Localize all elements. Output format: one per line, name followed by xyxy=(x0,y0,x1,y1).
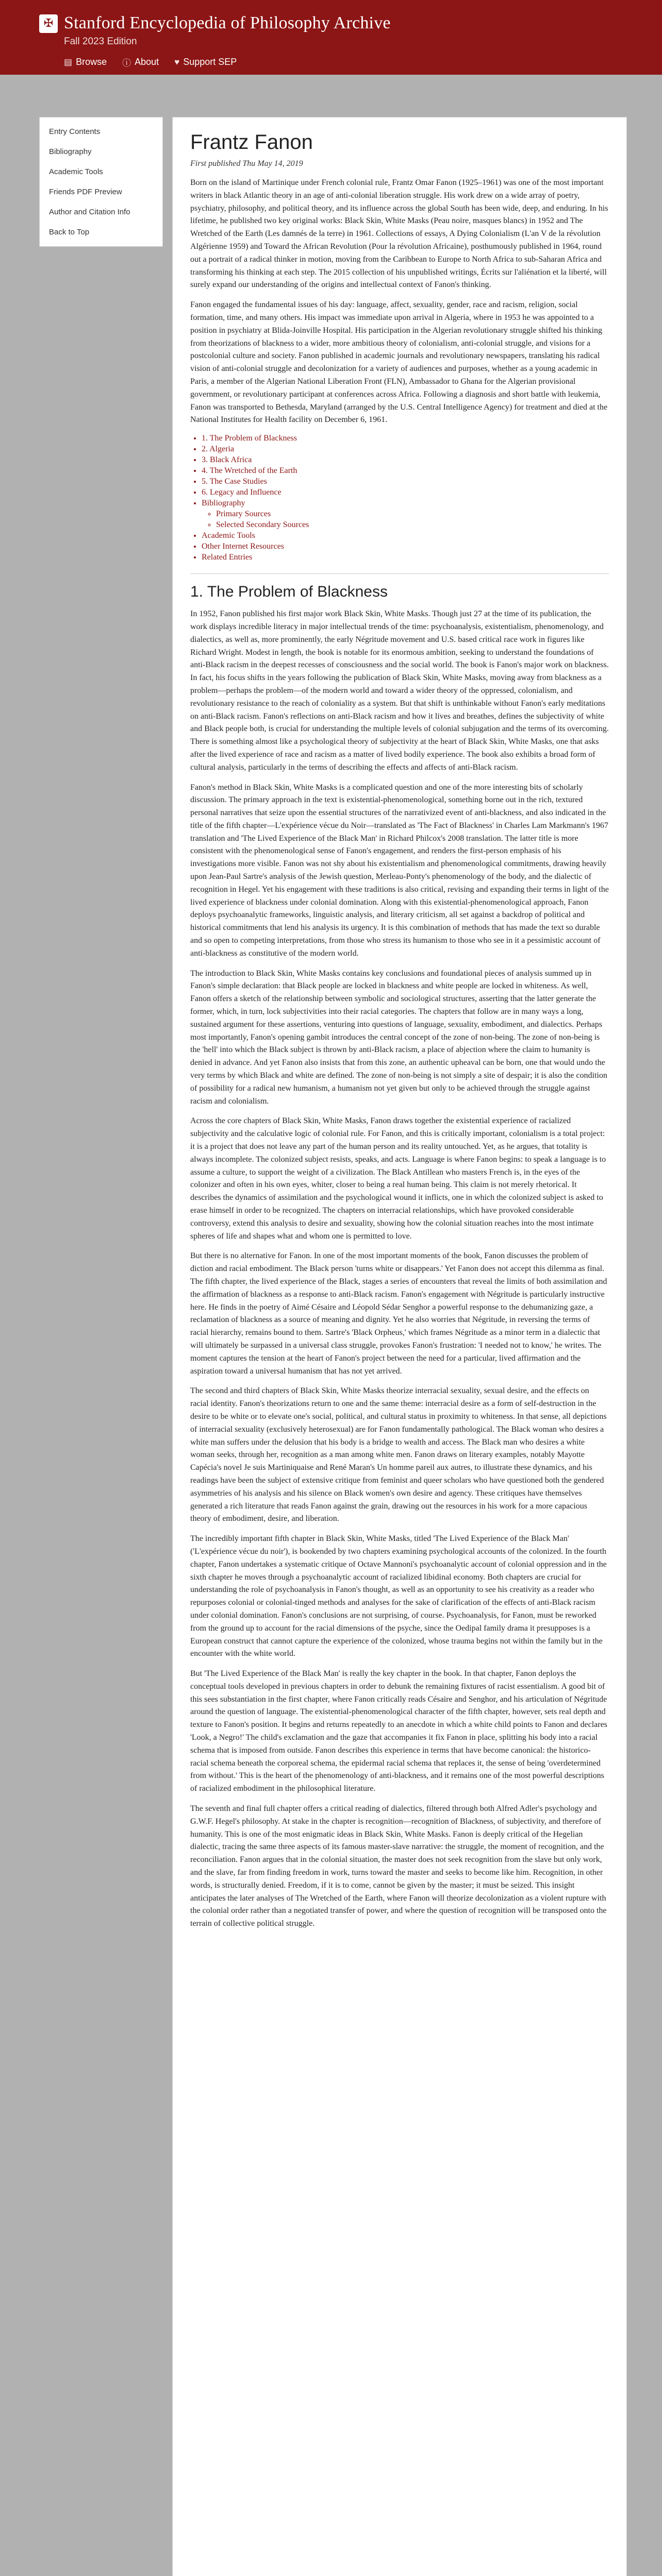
nav-browse[interactable] xyxy=(64,56,107,69)
article-title: Frantz Fanon xyxy=(190,131,313,154)
nav-support-label: Support SEP xyxy=(183,57,237,67)
toc-link[interactable]: 3. Black Africa xyxy=(202,455,252,465)
heart-icon: ♥ xyxy=(174,57,180,67)
nav-about-label: About xyxy=(135,57,159,67)
table-of-contents xyxy=(190,434,609,562)
sidebar-item-author-citation[interactable]: Author and Citation Info xyxy=(49,208,130,216)
section-paragraph: The introduction to Black Skin, White Masks contains key conclusions and foundational pieces of analysis summed up in Fanon's simple declaration: that Black people are locked in blackness and white people are locked in whiteness. As well, Fanon offers a sketch of the relationship between symbolic and sociological structures, asserting that the latter generate the former, which, in turn, lock subjectivities into their racial categories. The chapters that follow are in many ways a long, sustained argument for these assertions, venturing into questions of language, sexuality, embodiment, and dialectics. Perhaps most importantly, Fanon's opening gambit introduces the central concept of the zone of non-being. The zone of non-being is the 'hell' into which the Black subject is thrown by anti-Black racism, a place of abjection where the claim to humanity is denied in advance. And yet Fanon also insists that from this zone, an authentic upheaval can be born, one that would undo the very terms by which Black and white are defined. The zone of non-being is not simply a site of despair; it is also the condition of possibility for a radical new humanism, a humanism not yet given but only to be achieved through the struggle against racism and colonialism. xyxy=(190,969,607,1106)
section-paragraph: Fanon's method in Black Skin, White Masks is a complicated question and one of the more interesting bits of scholarly discussion. The primary approach in the text is existential-phenomenological, something borne out in the rich, textured personal narratives that seize upon the essential structures of the narrativized event of anti-blackness, and also indicated in the title of the fifth chapter—L'expérience vécue du Noir—translated as 'The Fact of Blackness' in Charles Lam Markmann's 1967 translation and 'The Lived Experience of the Black Man' in Richard Philcox's 2008 translation. The latter title is more consistent with the phenomenological sense of Fanon's engagement, and renders the first-person emphasis of his investigations more visible. Fanon was not shy about his existentialism and phenomenological commitments, drawing heavily upon Jean-Paul Sartre's analysis of the Jewish question, Merleau-Ponty's phenomenology of the body, and the dialectic of recognition in Hegel. Yet his engagement with these traditions is also critical, revising and expanding their terms in light of the lived experience of blackness under colonial domination. Along with this existential-phenomenological approach, Fanon deploys psychoanalytic frameworks, linguistic analysis, and literary criticism, all set against a backdrop of political and historical commitments that lend his analysis its urgency. It is this combination of methods that has made the text so durable and so open to competing interpretations, from those who stress its humanism to those who see in it a pessimistic account of anti-blackness as constitutive of the modern world. xyxy=(190,783,609,958)
toc-sublist xyxy=(202,510,609,530)
toc-link[interactable]: 6. Legacy and Influence xyxy=(202,488,282,497)
site-title[interactable]: Stanford Encyclopedia of Philosophy Archive xyxy=(64,13,391,32)
sidebar-item-back-to-top[interactable]: Back to Top xyxy=(49,228,90,236)
toc-item[interactable] xyxy=(202,553,609,562)
page-container xyxy=(39,75,627,2576)
toc-item[interactable] xyxy=(202,477,609,486)
toc-item[interactable] xyxy=(202,488,609,497)
section-paragraph: But 'The Lived Experience of the Black Man' is really the key chapter in the book. In that chapter, Fanon deploys the conceptual tools developed in previous chapters in order to debunk the remaining fixtures of racist essentialism. A good bit of this sees substantiation in the first chapter, where Fanon critically reads Césaire and Senghor, and his articulation of Négritude around the question of language. The existential-phenomenological character of the fifth chapter, however, sets real depth and texture to Fanon's position. It begins and returns repeatedly to an anecdote in which a white child points to Fanon and declares 'Look, a Negro!' The child's exclamation and the gaze that accompanies it fix Fanon in place, splitting his body into a racial schema that is imposed from outside. Fanon describes this experience in terms that have become canonical: the historico-racial schema beneath the corporeal schema, the epidermal racial schema that replaces it, the sense of being 'overdetermined from without.' This is the heart of the phenomenology of anti-blackness, and it remains one of the most powerful descriptions of racialized embodiment in the philosophical literature. xyxy=(190,1669,607,1793)
article-main xyxy=(172,117,627,2576)
nav-about[interactable] xyxy=(122,56,159,69)
section-paragraph: The seventh and final full chapter offers a critical reading of dialectics, filtered through both Alfred Adler's psychology and G.W.F. Hegel's philosophy. At stake in the chapter is recognition—recognition of Blackness, of subjectivity, and therefore of humanity. This is one of the most enigmatic ideas in Black Skin, White Masks. Fanon is deeply critical of the Hegelian dialectic, tracing the same three aspects of its famous master-slave narrative: the struggle, the moment of recognition, and the reconciliation. Fanon argues that in the colonial situation, the master does not seek recognition from the slave but only work, and the slave, far from finding freedom in work, turns toward the master and seeks to become like him. Recognition, in other words, is structurally denied. Freedom, if it is to come, cannot be given by the master; it must be seized. This insight anticipates the later analyses of The Wretched of the Earth, where Fanon will theorize decolonization as a violent rupture with the colonial order rather than a negotiated transfer of power, and where the question of recognition will be transposed onto the terrain of collective political struggle. xyxy=(190,1804,607,1928)
section-paragraph: But there is no alternative for Fanon. In one of the most important moments of the book, Fanon discusses the problem of diction and racial embodiment. The Black person 'turns white or disappears.' Yet Fanon does not accept this dilemma as final. The fifth chapter, the lived experience of the Black, stages a series of encounters that reveal the limits of both assimilation and the affirmation of blackness as a response to anti-Black racism. Fanon's engagement with Négritude is particularly instructive here. He finds in the poetry of Aimé Césaire and Léopold Sédar Senghor a powerful response to the dehumanizing gaze, a reclamation of blackness as a source of meaning and dignity. Yet he also worries that Négritude, in reversing the terms of racial hierarchy, remains bound to them. Sartre's 'Black Orpheus,' which frames Négritude as a minor term in a dialectic that will ultimately be surpassed in a universal class struggle, provokes Fanon's frustration: 'I needed not to know,' he writes. The moment captures the tension at the heart of Fanon's project between the need for a particular, lived affirmation and the aspiration toward a universal humanism that has not yet arrived. xyxy=(190,1251,607,1376)
toc-link[interactable]: Other Internet Resources xyxy=(202,542,284,551)
publication-info: First published Thu May 14, 2019 xyxy=(190,159,303,168)
toc-item[interactable] xyxy=(202,445,609,454)
sidebar xyxy=(39,117,163,247)
toc-item[interactable] xyxy=(202,455,609,465)
toc-link[interactable]: 5. The Case Studies xyxy=(202,477,267,486)
toc-item[interactable] xyxy=(202,434,609,443)
toc-item[interactable] xyxy=(202,531,609,540)
section-divider xyxy=(190,573,609,574)
intro-paragraph: Fanon engaged the fundamental issues of his day: language, affect, sexuality, gender, race and racism, religion, social formation, time, and many others. His impact was immediate upon arrival in Algeria, where in 1953 he was appointed to a position in psychiatry at Blida-Joinville Hospital. His participation in the Algerian revolutionary struggle shifted his thinking from theorizations of blackness to a wider, more ambitious theory of colonialism, anti-colonial struggle, and visions for a postcolonial culture and society. Fanon published in academic journals and revolutionary newspapers, translating his radical vision of anti-colonial struggle and decolonization for a variety of audiences and purposes, whether as a young academic in Paris, a member of the Algerian National Liberation Front (FLN), Ambassador to Ghana for the Algerian provisional government, or revolutionary participant at conferences across Africa. Following a diagnosis and short battle with leukemia, Fanon was transported to Bethesda, Maryland (arranged by the U.S. Central Intelligence Agency) for treatment and died at the National Institutes for Health facility on December 6, 1961. xyxy=(190,300,608,425)
sidebar-menu xyxy=(39,117,163,247)
toc-link[interactable]: 4. The Wretched of the Earth xyxy=(202,466,297,476)
section-paragraph: The incredibly important fifth chapter in Black Skin, White Masks, titled 'The Lived Experience of the Black Man' ('L'expérience vécue du noir'), is bookended by two chapters examining psychological accounts of the colonized. In the fourth chapter, Fanon undertakes a systematic critique of Octave Mannoni's psychoanalytic account of colonial oppression and in the sixth chapter he moves through a psychoanalytic account of racialized libidinal economy. Both chapters are crucial for understanding the role of psychoanalysis in Fanon's thought, as well as an opportunity to see his creativity as a reader who repurposes colonial or colonial-tinged methods and analyses for the sake of clarification of the effects of anti-Black racism under colonial domination. Fanon's conclusions are not surprising, of course. Psychoanalysis, for Fanon, must be reworked from the ground up to account for the racial dimensions of the psyche, since the Oedipal family drama it presupposes is a European construct that cannot capture the experience of the colonized, whose trauma begins not within the family but in the encounter with the white world. xyxy=(190,1534,607,1658)
nav-browse-label: Browse xyxy=(76,57,107,67)
toc-link[interactable]: Academic Tools xyxy=(202,531,255,540)
section-paragraph: The second and third chapters of Black Skin, White Masks theorize interracial sexuality, sexual desire, and the effects on racial identity. Fanon's theorizations return to one and the same theme: interracial desire as a form of self-destruction in the desire to be white or to elevate one's social, political, and cultural status in proximity to whiteness. In that sense, all depictions of interracial sexuality (exclusively heterosexual) are for Fanon fundamentally pathological. The Black woman who desires a white man suffers under the delusion that his body is a bridge to wealth and access. The Black man who desires a white woman seeks, through her, recognition as a man among white men. Fanon draws on literary examples, notably Mayotte Capécia's novel Je suis Martiniquaise and René Maran's Un homme pareil aux autres, to illustrate these dynamics, and his readings have been the subject of extensive critique from feminist and queer scholars who have questioned both the gendered asymmetries of his analysis and his silence on Black women's own desire and agency. These critiques have themselves generated a rich literature that reads Fanon against the grain, drawing out the resources in his work for a more capacious theory of embodiment, desire, and liberation. xyxy=(190,1386,607,1523)
sidebar-item-pdf-preview[interactable]: Friends PDF Preview xyxy=(49,188,122,196)
info-icon: ⓘ xyxy=(122,58,131,68)
sidebar-item-academic-tools[interactable]: Academic Tools xyxy=(49,167,103,176)
toc-link[interactable]: Primary Sources xyxy=(216,510,271,519)
toc-item[interactable] xyxy=(202,499,609,530)
book-icon: ▤ xyxy=(64,57,73,67)
sidebar-item-entry-contents[interactable]: Entry Contents xyxy=(49,127,101,136)
section-paragraph: In 1952, Fanon published his first major work Black Skin, White Masks. Though just 27 at the time of its publication, the work displays incredible literacy in major intellectual trends of the time: psychoanalysis, existentialism, phenomenology, and dialectics, as well as, more prominently, the early Négritude movement and U.S. based critical race work in figures like Richard Wright. Modest in length, the book is notable for its enormous ambition, seeking to understand the foundations of anti-Black racism in the deepest recesses of consciousness and the social world. The book is Fanon's major work on blackness. In fact, his focus shifts in the years following the publication of Black Skin, White Masks, moving away from blackness as a problem—perhaps the problem—of the modern world and toward a wider theory of the oppressed, colonialism, and revolutionary resistance to the reach of coloniality as a system. But that shift is unthinkable without Fanon's early meditations on anti-Black racism. Fanon's reflections on anti-Black racism and how it lives and breathes, defines the subjectivity of white and Black people both, is crucial for understanding the multiple levels of colonial subjugation and the terms of its overcoming. There is something almost like a psychological theory of subjectivity at the heart of Black Skin, White Masks, one that asks after the lived experience of race and racism as a matter of lived bodily experience. The book also exhibits a broad form of cultural analysis, particularly in the terms of describing the effects and affects of anti-Black racism. xyxy=(190,609,609,772)
sidebar-item-bibliography[interactable]: Bibliography xyxy=(49,147,92,156)
toc-item[interactable] xyxy=(202,466,609,476)
toc-link[interactable]: Related Entries xyxy=(202,553,253,562)
top-navigation xyxy=(64,56,237,69)
toc-link[interactable]: 1. The Problem of Blackness xyxy=(202,434,297,443)
toc-link[interactable]: 2. Algeria xyxy=(202,445,235,454)
section-heading: 1. The Problem of Blackness xyxy=(190,583,388,601)
toc-link[interactable]: Selected Secondary Sources xyxy=(216,520,309,530)
nav-support[interactable] xyxy=(174,56,237,69)
site-header xyxy=(0,0,662,75)
toc-subitem[interactable] xyxy=(216,520,609,530)
section-paragraph: Across the core chapters of Black Skin, White Masks, Fanon draws together the existential experience of racialized subjectivity and the calculative logic of colonial rule. For Fanon, and this is critically important, colonialism is a total project: it is a project that does not leave any part of the human person and its reality untouched. Yet, as he argues, that totality is always incomplete. The colonized subject resists, speaks, and acts. Language is where Fanon begins: to speak a language is to assume a culture, to support the weight of a civilization. The Black Antillean who masters French is, in the eyes of the colonizer and often in his own eyes, whiter, closer to being a real human being. This claim is not merely rhetorical. It describes the dynamics of assimilation and the psychological wound it inflicts, one in which the colonized subject is asked to erase himself in order to be recognized. The chapters on interracial relationships, which have provoked considerable controversy, extend this analysis to desire and sexuality, showing how the colonial situation reaches into the most intimate spheres of life and shapes what and whom one is permitted to love. xyxy=(190,1116,606,1241)
toc-link[interactable]: Bibliography xyxy=(202,499,245,508)
edition-label: Fall 2023 Edition xyxy=(64,36,137,47)
sep-logo-icon[interactable]: ✠ xyxy=(39,14,58,33)
intro-paragraph: Born on the island of Martinique under French colonial rule, Frantz Omar Fanon (1925–1961) was one of the most important writers in black Atlantic theory in an age of anti-colonial liberation struggle. His work drew on a wide array of poetry, psychiatry, philosophy, and political theory, and its influence across the global South has been wide, deep, and enduring. In his lifetime, he published two key original works: Black Skin, White Masks (Peau noire, masques blancs) in 1952 and The Wretched of the Earth (Les damnés de la terre) in 1961. Collections of essays, A Dying Colonialism (L'an V de la révolution Algérienne 1959) and Toward the African Revolution (Pour la révolution Africaine), posthumously published in 1964, round out a portrait of a radical thinker in motion, moving from the Caribbean to Europe to North Africa to sub-Saharan Africa and transforming his thinking at each step. The 2015 collection of his unpublished writings, Écrits sur l'aliénation et la liberté, will surely expand our understanding of the origins and intellectual context of Fanon's thinking. xyxy=(190,178,608,290)
toc-subitem[interactable] xyxy=(216,510,609,519)
toc-item[interactable] xyxy=(202,542,609,551)
